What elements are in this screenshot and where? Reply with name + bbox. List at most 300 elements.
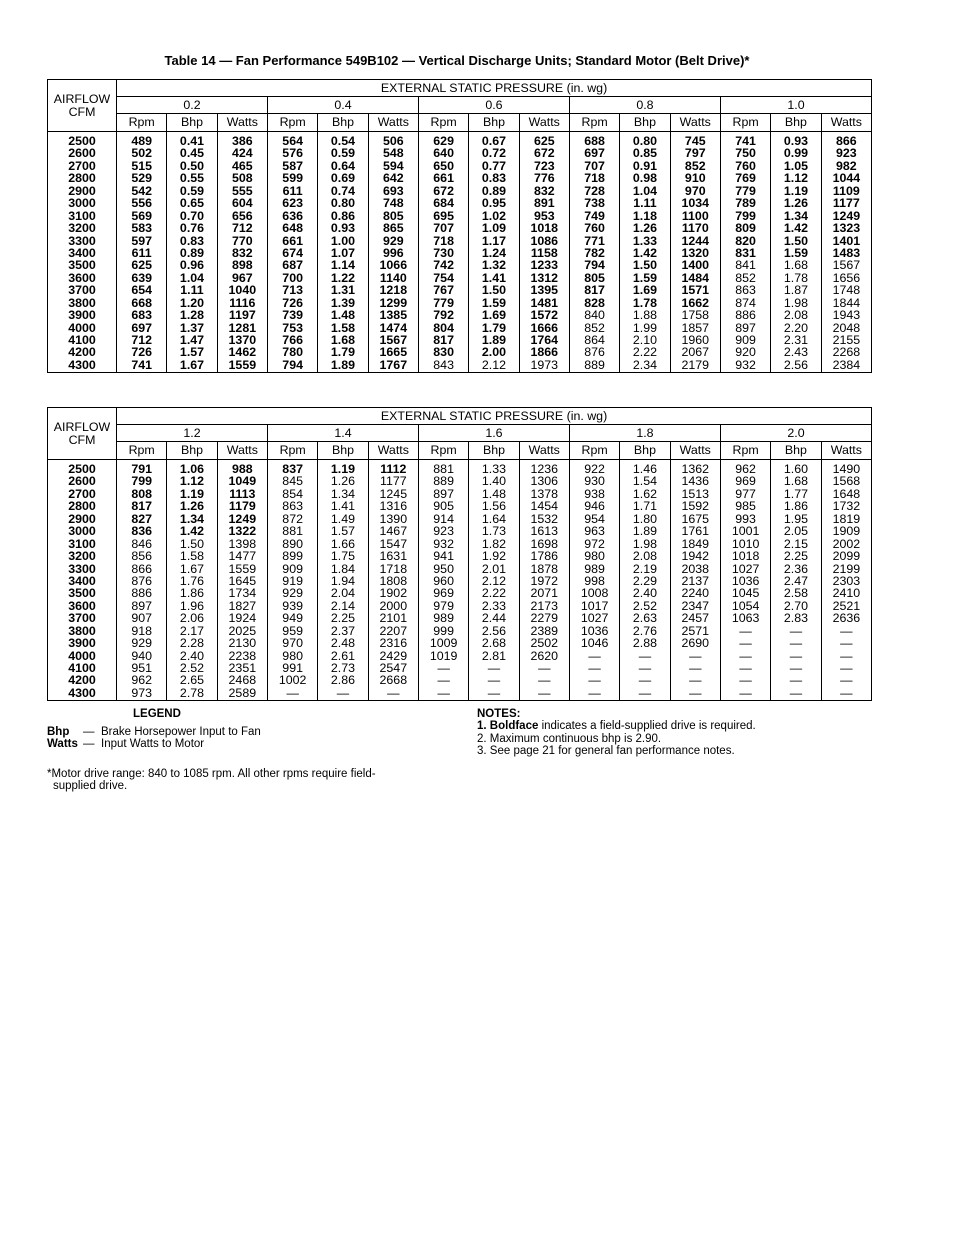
table-body [48, 460, 872, 701]
value-cell: 907 [117, 612, 167, 624]
value-cell: 954 [569, 513, 619, 525]
value-cell: 1.26 [771, 197, 821, 209]
pressure-header: 1.0 [720, 97, 871, 114]
value-cell: — [318, 687, 368, 701]
table-row [48, 460, 872, 476]
value-cell: 1010 [720, 538, 770, 550]
value-cell: 1592 [670, 500, 720, 512]
value-cell: 2.00 [469, 346, 519, 358]
value-cell: 1567 [368, 334, 418, 346]
value-cell: 2.63 [620, 612, 670, 624]
value-cell: 1656 [821, 272, 872, 284]
value-cell: 1.02 [469, 210, 519, 222]
value-cell: 929 [267, 587, 317, 599]
value-cell: — [720, 650, 770, 662]
value-cell: 2067 [670, 346, 720, 358]
value-cell: 1902 [368, 587, 418, 599]
value-cell: 1559 [217, 563, 267, 575]
value-cell: 1.04 [167, 272, 217, 284]
value-cell: 817 [117, 500, 167, 512]
value-cell: 1177 [821, 197, 872, 209]
value-cell: 1316 [368, 500, 418, 512]
value-cell: 1018 [519, 222, 569, 234]
value-cell: 1513 [670, 488, 720, 500]
value-cell: 2.29 [620, 575, 670, 587]
value-cell: 1567 [821, 259, 872, 271]
value-cell: 1054 [720, 600, 770, 612]
value-cell: 465 [217, 160, 267, 172]
value-cell: 1236 [519, 460, 569, 476]
value-cell: 760 [569, 222, 619, 234]
table-row [48, 612, 872, 624]
value-cell: 599 [267, 172, 317, 184]
value-cell: 831 [720, 247, 770, 259]
value-cell: 556 [117, 197, 167, 209]
value-cell: 1.34 [318, 488, 368, 500]
value-cell: 1086 [519, 235, 569, 247]
value-cell: 1767 [368, 359, 418, 373]
value-cell: 1063 [720, 612, 770, 624]
value-cell: 782 [569, 247, 619, 259]
value-cell: — [670, 674, 720, 686]
value-cell: 726 [117, 346, 167, 358]
table-title: Table 14 — Fan Performance 549B102 — Vertical Discharge Units; Standard Motor (Belt Drive)* [164, 53, 750, 68]
value-cell: 932 [720, 359, 770, 373]
value-cell: 914 [418, 513, 468, 525]
value-cell: 0.65 [167, 197, 217, 209]
value-cell: 1734 [217, 587, 267, 599]
value-cell: 2.12 [469, 575, 519, 587]
value-cell: 1.98 [620, 538, 670, 550]
value-cell: 1474 [368, 322, 418, 334]
value-cell: 742 [418, 259, 468, 271]
table-row [48, 346, 872, 358]
value-cell: 963 [569, 525, 619, 537]
subcolumn-header-rpm: Rpm [569, 442, 619, 460]
value-cell: 1.41 [318, 500, 368, 512]
value-cell: 508 [217, 172, 267, 184]
value-cell: 852 [670, 160, 720, 172]
value-cell: 852 [720, 272, 770, 284]
value-cell: 832 [217, 247, 267, 259]
value-cell: 1786 [519, 550, 569, 562]
value-cell: 959 [267, 625, 317, 637]
value-cell: — [771, 674, 821, 686]
value-cell: — [670, 650, 720, 662]
value-cell: 776 [519, 172, 569, 184]
subcolumn-header-bhp: Bhp [620, 442, 670, 460]
value-cell: 1244 [670, 235, 720, 247]
value-cell: 890 [267, 538, 317, 550]
value-cell: 1027 [720, 563, 770, 575]
value-cell: 2.17 [167, 625, 217, 637]
value-cell: 969 [418, 587, 468, 599]
value-cell: 1001 [720, 525, 770, 537]
value-cell: 1973 [519, 359, 569, 373]
value-cell: 548 [368, 147, 418, 159]
value-cell: 0.83 [469, 172, 519, 184]
value-cell: 1.50 [469, 284, 519, 296]
airflow-cell: 2800 [48, 500, 117, 512]
value-cell: 2.52 [167, 662, 217, 674]
value-cell: 1036 [720, 575, 770, 587]
value-cell: 2.08 [771, 309, 821, 321]
value-cell: 1.18 [620, 210, 670, 222]
value-cell: 1631 [368, 550, 418, 562]
value-cell: 697 [569, 147, 619, 159]
value-cell: 905 [418, 500, 468, 512]
value-cell: 2.37 [318, 625, 368, 637]
value-cell: 2.33 [469, 600, 519, 612]
value-cell: 2155 [821, 334, 872, 346]
value-cell: 1.84 [318, 563, 368, 575]
note-2: 2. Maximum continuous bhp is 2.90. [477, 732, 662, 745]
value-cell: 2.68 [469, 637, 519, 649]
airflow-cell: 3300 [48, 563, 117, 575]
value-cell: 0.64 [318, 160, 368, 172]
value-cell: — [771, 662, 821, 674]
value-cell: 863 [720, 284, 770, 296]
value-cell: 845 [267, 475, 317, 487]
subcolumn-header-bhp: Bhp [469, 114, 519, 132]
value-cell: 2.40 [620, 587, 670, 599]
value-cell: 988 [217, 460, 267, 476]
value-cell: 1.12 [167, 475, 217, 487]
value-cell: 2.25 [771, 550, 821, 562]
value-cell: 960 [418, 575, 468, 587]
value-cell: 1045 [720, 587, 770, 599]
airflow-cell: 2700 [48, 488, 117, 500]
value-cell: 881 [267, 525, 317, 537]
value-cell: 594 [368, 160, 418, 172]
value-cell: 1878 [519, 563, 569, 575]
value-cell: 840 [569, 309, 619, 321]
value-cell: 919 [267, 575, 317, 587]
table-row [48, 147, 872, 159]
airflow-cell: 2500 [48, 132, 117, 148]
subcolumn-header-bhp: Bhp [771, 442, 821, 460]
value-cell: 2238 [217, 650, 267, 662]
value-cell: 1.33 [469, 460, 519, 476]
table-row [48, 132, 872, 148]
value-cell: 1924 [217, 612, 267, 624]
value-cell: 918 [117, 625, 167, 637]
value-cell: 386 [217, 132, 267, 148]
value-cell: 2137 [670, 575, 720, 587]
value-cell: 770 [217, 235, 267, 247]
value-cell: 1.96 [167, 600, 217, 612]
airflow-cell: 4200 [48, 346, 117, 358]
value-cell: 980 [267, 650, 317, 662]
value-cell: 0.86 [318, 210, 368, 222]
value-cell: 886 [117, 587, 167, 599]
value-cell: 674 [267, 247, 317, 259]
value-cell: 2.22 [469, 587, 519, 599]
value-cell: 837 [267, 460, 317, 476]
value-cell: 923 [821, 147, 872, 159]
value-cell: 836 [117, 525, 167, 537]
value-cell: 2.40 [167, 650, 217, 662]
value-cell: 1370 [217, 334, 267, 346]
value-cell: 2690 [670, 637, 720, 649]
value-cell: 1.79 [469, 322, 519, 334]
airflow-cell: 2900 [48, 513, 117, 525]
airflow-cell: 3900 [48, 637, 117, 649]
subcolumn-row [48, 442, 872, 460]
value-cell: 920 [720, 346, 770, 358]
value-cell: 771 [569, 235, 619, 247]
value-cell: 2173 [519, 600, 569, 612]
value-cell: 648 [267, 222, 317, 234]
value-cell: 973 [117, 687, 167, 701]
value-cell: 2.56 [469, 625, 519, 637]
value-cell: 1.99 [620, 322, 670, 334]
value-cell: 1.24 [469, 247, 519, 259]
pressure-header: 1.2 [117, 425, 268, 442]
value-cell: 797 [670, 147, 720, 159]
value-cell: 1312 [519, 272, 569, 284]
value-cell: 1675 [670, 513, 720, 525]
esp-header: EXTERNAL STATIC PRESSURE (in. wg) [117, 408, 872, 425]
value-cell: 1.12 [771, 172, 821, 184]
pressure-row [48, 97, 872, 114]
value-cell: 865 [368, 222, 418, 234]
value-cell: 1009 [418, 637, 468, 649]
value-cell: 1819 [821, 513, 872, 525]
value-cell: 2389 [519, 625, 569, 637]
value-cell: 1036 [569, 625, 619, 637]
value-cell: 1066 [368, 259, 418, 271]
legend [47, 708, 447, 792]
value-cell: 1.05 [771, 160, 821, 172]
subcolumn-header-watts: Watts [217, 442, 267, 460]
value-cell: 1362 [670, 460, 720, 476]
value-cell: 625 [117, 259, 167, 271]
value-cell: 1.67 [167, 563, 217, 575]
value-cell: 1.86 [167, 587, 217, 599]
subcolumn-header-rpm: Rpm [720, 442, 770, 460]
value-cell: 0.59 [167, 185, 217, 197]
value-cell: 1761 [670, 525, 720, 537]
subcolumn-header-rpm: Rpm [117, 114, 167, 132]
value-cell: 700 [267, 272, 317, 284]
value-cell: 1.46 [620, 460, 670, 476]
value-cell: 820 [720, 235, 770, 247]
value-cell: 611 [117, 247, 167, 259]
table-row [48, 222, 872, 234]
value-cell: 1.66 [318, 538, 368, 550]
value-cell: — [771, 687, 821, 701]
value-cell: 1395 [519, 284, 569, 296]
subcolumn-header-bhp: Bhp [469, 442, 519, 460]
pressure-header: 0.6 [418, 97, 569, 114]
value-cell: 2207 [368, 625, 418, 637]
value-cell: 754 [418, 272, 468, 284]
value-cell: 1481 [519, 297, 569, 309]
value-cell: 1401 [821, 235, 872, 247]
value-cell: 1.79 [318, 346, 368, 358]
value-cell: 794 [267, 359, 317, 373]
value-cell: 1245 [368, 488, 418, 500]
esp-header: EXTERNAL STATIC PRESSURE (in. wg) [117, 80, 872, 97]
value-cell: 2240 [670, 587, 720, 599]
value-cell: 718 [418, 235, 468, 247]
value-cell: 1.69 [469, 309, 519, 321]
value-cell: 1827 [217, 600, 267, 612]
value-cell: — [267, 687, 317, 701]
value-cell: 1.86 [771, 500, 821, 512]
value-cell: 2268 [821, 346, 872, 358]
value-cell: 805 [569, 272, 619, 284]
value-cell: 1758 [670, 309, 720, 321]
value-cell: 1.11 [167, 284, 217, 296]
value-cell: 2.73 [318, 662, 368, 674]
value-cell: 1.11 [620, 197, 670, 209]
value-cell: 1.68 [318, 334, 368, 346]
value-cell: 951 [117, 662, 167, 674]
value-cell: 2410 [821, 587, 872, 599]
note-1: 1. Boldface indicates a field-supplied drive is required. [477, 720, 756, 733]
value-cell: 910 [670, 172, 720, 184]
value-cell: 767 [418, 284, 468, 296]
value-cell: 852 [569, 322, 619, 334]
fan-performance-table-low-pressure [47, 79, 872, 373]
value-cell: 897 [720, 322, 770, 334]
value-cell: 998 [569, 575, 619, 587]
value-cell: 946 [569, 500, 619, 512]
value-cell: 1.42 [167, 525, 217, 537]
airflow-cell: 4100 [48, 334, 117, 346]
value-cell: 2457 [670, 612, 720, 624]
value-cell: 0.80 [318, 197, 368, 209]
value-cell: 0.89 [469, 185, 519, 197]
value-cell: 2.44 [469, 612, 519, 624]
value-cell: 2179 [670, 359, 720, 373]
subcolumn-header-watts: Watts [368, 442, 418, 460]
subcolumn-header-watts: Watts [519, 442, 569, 460]
subcolumn-header-watts: Watts [519, 114, 569, 132]
value-cell: 769 [720, 172, 770, 184]
value-cell: 1.62 [620, 488, 670, 500]
value-cell: 1.50 [620, 259, 670, 271]
table-row [48, 674, 872, 686]
value-cell: 728 [569, 185, 619, 197]
value-cell: 2.08 [620, 550, 670, 562]
value-cell: 424 [217, 147, 267, 159]
value-cell: 1.37 [167, 322, 217, 334]
value-cell: 1.26 [620, 222, 670, 234]
value-cell: 1249 [217, 513, 267, 525]
value-cell: 1.20 [167, 297, 217, 309]
value-cell: 989 [418, 612, 468, 624]
airflow-cell: 3200 [48, 222, 117, 234]
value-cell: 889 [418, 475, 468, 487]
value-cell: 1.54 [620, 475, 670, 487]
value-cell: 996 [368, 247, 418, 259]
value-cell: 0.59 [318, 147, 368, 159]
value-cell: 1113 [217, 488, 267, 500]
value-cell: 723 [519, 160, 569, 172]
value-cell: 949 [267, 612, 317, 624]
value-cell: 891 [519, 197, 569, 209]
table-body [48, 132, 872, 373]
value-cell: 672 [418, 185, 468, 197]
value-cell: 2.06 [167, 612, 217, 624]
value-cell: 939 [267, 600, 317, 612]
value-cell: 1.56 [469, 500, 519, 512]
value-cell: 1398 [217, 538, 267, 550]
airflow-cell: 3000 [48, 197, 117, 209]
airflow-cell: 3700 [48, 612, 117, 624]
value-cell: 639 [117, 272, 167, 284]
value-cell: 0.70 [167, 210, 217, 222]
value-cell: 741 [720, 132, 770, 148]
value-cell: 817 [569, 284, 619, 296]
airflow-cell: 3700 [48, 284, 117, 296]
value-cell: 1942 [670, 550, 720, 562]
value-cell: 780 [267, 346, 317, 358]
value-cell: 2.19 [620, 563, 670, 575]
value-cell: 1467 [368, 525, 418, 537]
value-cell: 1116 [217, 297, 267, 309]
value-cell: 2.10 [620, 334, 670, 346]
value-cell: 1040 [217, 284, 267, 296]
airflow-cell: 3500 [48, 259, 117, 271]
value-cell: 753 [267, 322, 317, 334]
value-cell: 863 [267, 500, 317, 512]
value-cell: 856 [117, 550, 167, 562]
value-cell: 2.12 [469, 359, 519, 373]
value-cell: 932 [418, 538, 468, 550]
legend-heading: LEGEND [133, 708, 181, 720]
value-cell: 654 [117, 284, 167, 296]
airflow-cell: 3400 [48, 575, 117, 587]
value-cell: 587 [267, 160, 317, 172]
value-cell: 828 [569, 297, 619, 309]
value-cell: 0.67 [469, 132, 519, 148]
value-cell: 1960 [670, 334, 720, 346]
value-cell: 2038 [670, 563, 720, 575]
value-cell: 929 [117, 637, 167, 649]
value-cell: 953 [519, 210, 569, 222]
value-cell: 0.91 [620, 160, 670, 172]
subcolumn-header-rpm: Rpm [720, 114, 770, 132]
value-cell: 726 [267, 297, 317, 309]
value-cell: 1.17 [469, 235, 519, 247]
subcolumn-header-rpm: Rpm [267, 114, 317, 132]
value-cell: 1.58 [167, 550, 217, 562]
value-cell: 1483 [821, 247, 872, 259]
value-cell: 866 [117, 563, 167, 575]
value-cell: 1732 [821, 500, 872, 512]
value-cell: 697 [117, 322, 167, 334]
value-cell: 1218 [368, 284, 418, 296]
value-cell: 707 [418, 222, 468, 234]
value-cell: 1027 [569, 612, 619, 624]
airflow-cell: 3000 [48, 525, 117, 537]
value-cell: 1306 [519, 475, 569, 487]
value-cell: 876 [117, 575, 167, 587]
value-cell: 1.78 [771, 272, 821, 284]
subcolumn-header-rpm: Rpm [569, 114, 619, 132]
value-cell: 745 [670, 132, 720, 148]
value-cell: — [771, 625, 821, 637]
value-cell: 2.78 [167, 687, 217, 701]
value-cell: 642 [368, 172, 418, 184]
airflow-cell: 3600 [48, 272, 117, 284]
value-cell: — [418, 687, 468, 701]
value-cell: 0.50 [167, 160, 217, 172]
